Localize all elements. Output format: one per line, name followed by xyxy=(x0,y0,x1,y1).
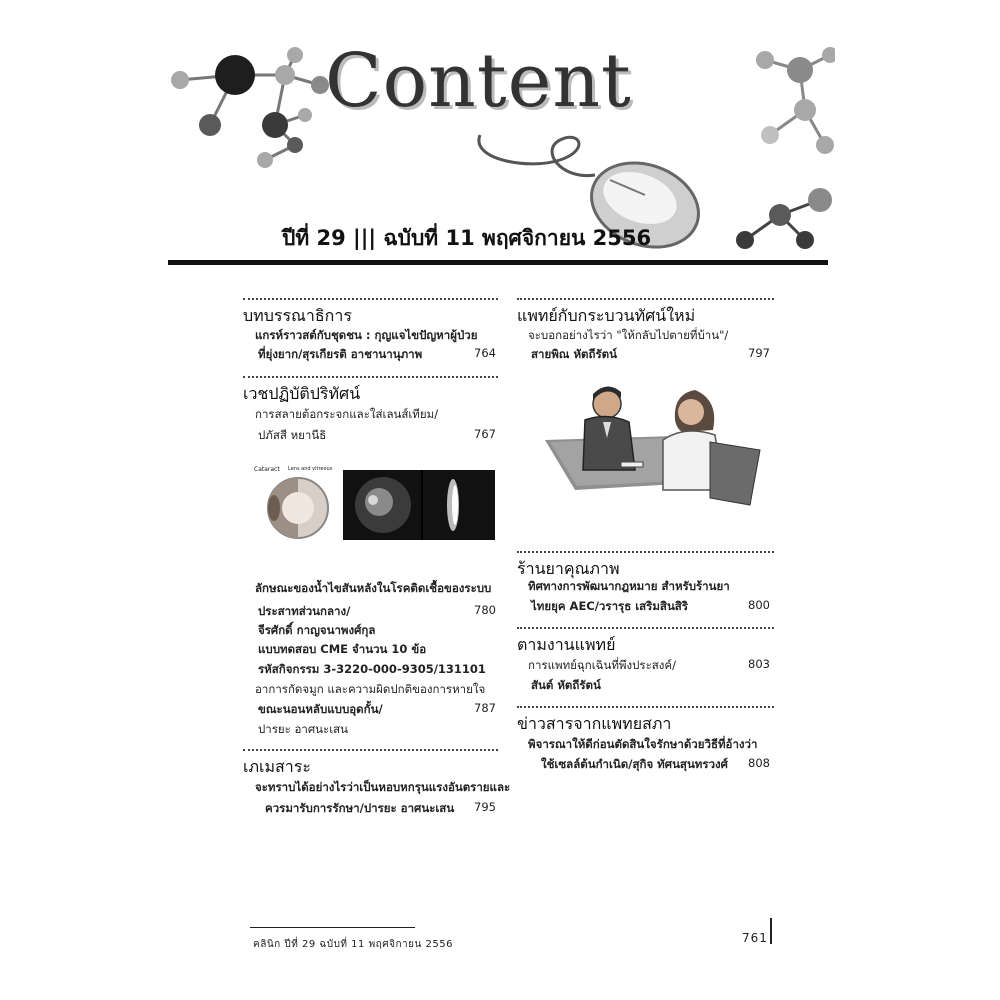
section-divider xyxy=(243,376,498,378)
entry-line[interactable]: ที่ยุ่งยาก/สุรเกียรติ อาชานานุภาพ xyxy=(258,347,423,361)
section-title-quality-pharmacy: ร้านยาคุณภาพ xyxy=(517,559,620,578)
page-number: 780 xyxy=(474,603,496,617)
entry-line[interactable]: ปภัสสี หยานีธิ xyxy=(258,428,327,442)
footer-page-bar xyxy=(770,918,772,944)
entry-line[interactable]: การแพทย์ฉุกเฉินที่พึงประสงค์/ xyxy=(528,658,676,672)
image-label: Lens and vitreous xyxy=(288,466,333,472)
section-title-new-paradigm: แพทย์กับกระบวนทัศน์ใหม่ xyxy=(517,306,696,325)
section-divider xyxy=(517,627,774,629)
entry-line[interactable]: แบบทดสอบ CME จำนวน 10 ข้อ xyxy=(258,642,427,656)
doctor-patient-illustration xyxy=(545,380,770,520)
section-divider xyxy=(517,706,774,708)
content-title: Content xyxy=(325,38,632,124)
entry-line[interactable]: จะบอกอย่างไรว่า "ให้กลับไปตายที่บ้าน"/ xyxy=(528,328,729,342)
section-divider xyxy=(243,298,498,300)
section-title-doctor-work: ตามงานแพทย์ xyxy=(517,635,616,654)
issue-line: ปีที่ 29 ||| ฉบับที่ 11 พฤศจิกายน 2556 xyxy=(282,226,652,250)
header-rule xyxy=(168,260,828,265)
page-number: 797 xyxy=(748,346,770,360)
entry-line[interactable]: รหัสกิจกรรม 3-3220-000-9305/131101 xyxy=(258,662,486,676)
page-number: 767 xyxy=(474,427,496,441)
molecule-decoration-right xyxy=(745,40,835,160)
entry-line[interactable]: ปารยะ อาศนะเสน xyxy=(258,722,349,736)
entry-line[interactable]: ลักษณะของน้ำไขสันหลังในโรคติดเชื้อของระบบ xyxy=(255,581,492,595)
footer-rule xyxy=(250,927,415,928)
entry-line[interactable]: อาการกัดจมูก และความผิดปกติของการหายใจ xyxy=(255,682,486,696)
entry-line[interactable]: จะทราบได้อย่างไรว่าเป็นหอบหกรุนแรงอันตรายและ xyxy=(255,780,511,794)
entry-line[interactable]: ไทยยุค AEC/วรารุธ เสริมสินสิริ xyxy=(531,599,689,613)
page-number: 808 xyxy=(748,756,770,770)
entry-line[interactable]: ขณะนอนหลับแบบอุดกั้น/ xyxy=(258,702,383,716)
section-divider xyxy=(517,298,774,300)
image-label: Cataract xyxy=(254,466,280,473)
eye-photo-image xyxy=(343,470,495,540)
section-title-clinical-review: เวชปฏิบัติปริทัศน์ xyxy=(243,384,361,403)
section-divider xyxy=(243,749,498,751)
molecule-decoration-bottom-right xyxy=(725,185,835,260)
entry-line[interactable]: การสลายต้อกระจกและใส่เลนส์เทียม/ xyxy=(255,407,439,421)
section-title-pharmacology: เภเมสาระ xyxy=(243,757,311,776)
entry-line[interactable]: ควรมารับการรักษา/ปารยะ อาศนะเสน xyxy=(265,801,455,815)
entry-line[interactable]: สันต์ หัตถีรัตน์ xyxy=(531,678,601,692)
page-number: 803 xyxy=(748,657,770,671)
section-title-editorial: บทบรรณาธิการ xyxy=(243,306,352,325)
footer-page-number: 761 xyxy=(742,931,768,945)
entry-line[interactable]: ใช้เซลล์ต้นกำเนิด/สุกิจ ทัศนสุนทรวงศ์ xyxy=(541,757,728,771)
entry-line[interactable]: ทิศทางการพัฒนากฎหมาย สำหรับร้านยา xyxy=(528,579,730,593)
entry-line[interactable]: ประสาทส่วนกลาง/ xyxy=(258,604,351,618)
entry-line[interactable]: จีรศักดิ์ กาญจนาพงศ์กุล xyxy=(258,623,376,637)
page-number: 800 xyxy=(748,598,770,612)
footer-publication-line: คลินิก ปีที่ 29 ฉบับที่ 11 พฤศจิกายน 2556 xyxy=(253,939,453,950)
page-number: 795 xyxy=(474,800,496,814)
entry-line[interactable]: สายพิณ หัตถีรัตน์ xyxy=(531,347,617,361)
molecule-decoration-left xyxy=(165,40,340,175)
entry-line[interactable]: พิจารณาให้ดีก่อนตัดสินใจรักษาด้วยวิธีที่อ้างว่า xyxy=(528,737,758,751)
section-divider xyxy=(517,551,774,553)
entry-line[interactable]: แกรห์ราวสต์กับชุดชน : กุญแจไขปัญหาผู้ป่วย xyxy=(255,328,478,342)
section-title-medical-council-news: ข่าวสารจากแพทยสภา xyxy=(517,714,672,733)
eye-diagram-image xyxy=(252,466,338,542)
page-number: 764 xyxy=(474,346,496,360)
page-number: 787 xyxy=(474,701,496,715)
